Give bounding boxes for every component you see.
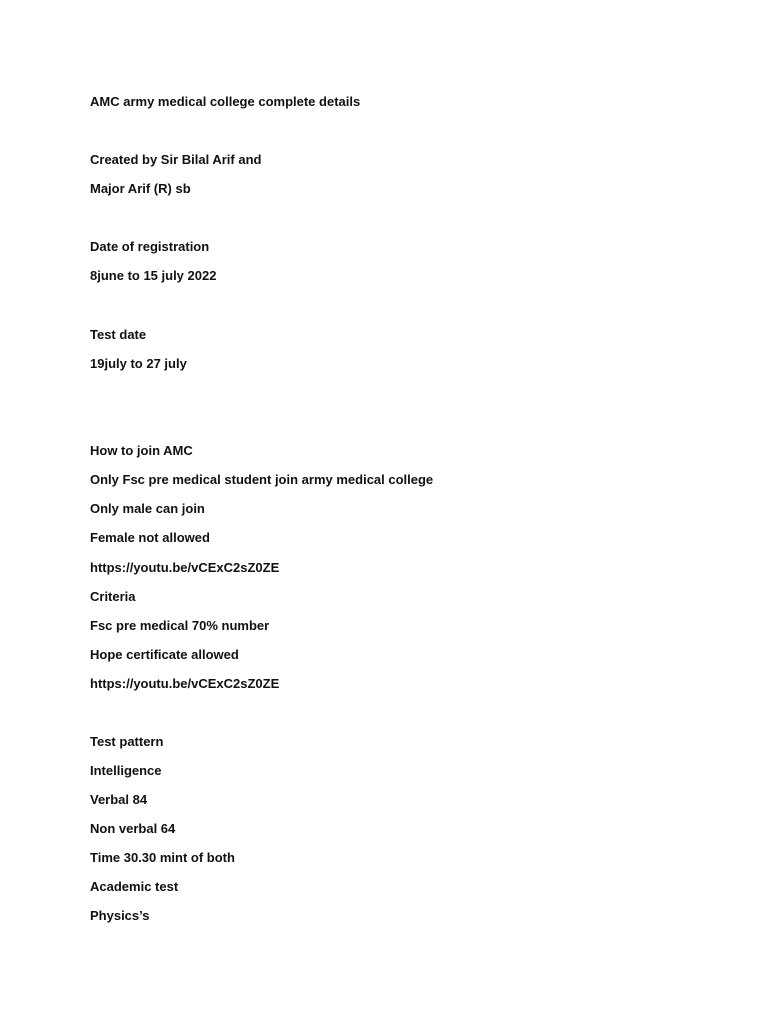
registration-dates: 8june to 15 july 2022 (90, 268, 217, 283)
academic-test-heading: Academic test (90, 879, 179, 894)
female-note: Female not allowed (90, 530, 210, 545)
test-date-label: Test date (90, 327, 147, 342)
video-link-2[interactable]: https://youtu.be/vCExC2sZ0ZE (90, 676, 280, 691)
author-line-1: Created by Sir Bilal Arif and (90, 152, 262, 167)
time-allowed: Time 30.30 mint of both (90, 850, 235, 865)
hope-certificate: Hope certificate allowed (90, 647, 239, 662)
eligibility-stream: Only Fsc pre medical student join army medical college (90, 472, 434, 487)
eligibility-gender: Only male can join (90, 501, 205, 516)
physics-subject: Physics’s (90, 908, 150, 923)
intelligence-heading: Intelligence (90, 763, 162, 778)
verbal-count: Verbal 84 (90, 792, 148, 807)
criteria-heading: Criteria (90, 589, 136, 604)
author-line-2: Major Arif (R) sb (90, 181, 191, 196)
test-dates: 19july to 27 july (90, 356, 187, 371)
criteria-marks: Fsc pre medical 70% number (90, 618, 270, 633)
video-link-1[interactable]: https://youtu.be/vCExC2sZ0ZE (90, 560, 280, 575)
test-pattern-heading: Test pattern (90, 734, 164, 749)
non-verbal-count: Non verbal 64 (90, 821, 176, 836)
how-to-join-heading: How to join AMC (90, 443, 193, 458)
registration-label: Date of registration (90, 239, 210, 254)
document-title: AMC army medical college complete details (90, 94, 361, 109)
